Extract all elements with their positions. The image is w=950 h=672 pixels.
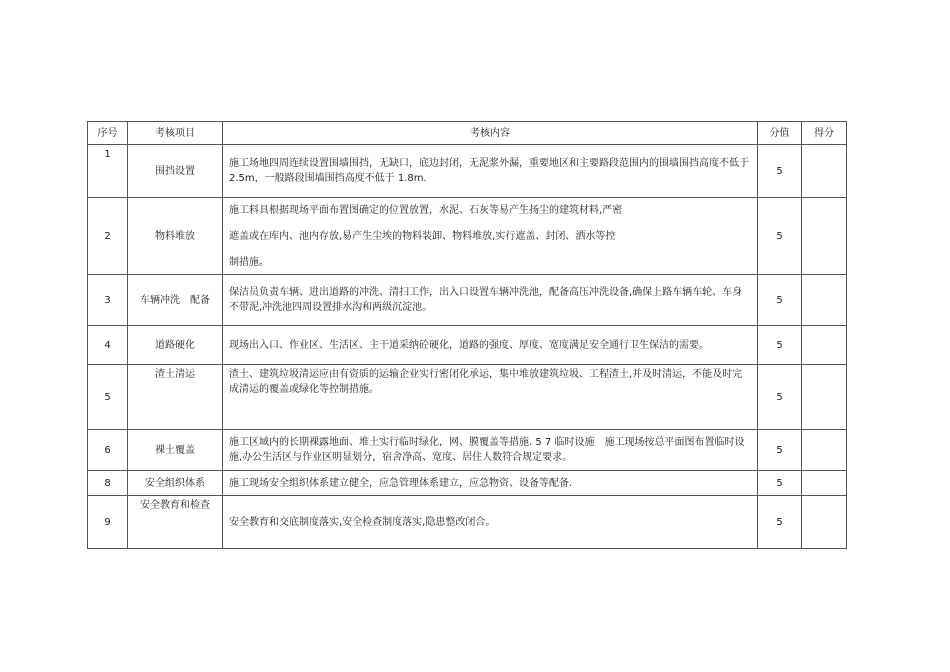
row-item: 渣土清运	[128, 365, 223, 430]
table-row	[88, 198, 847, 275]
content-paragraph: 保洁员负责车辆、进出道路的冲洗、清扫工作，出入口设置车辆冲洗池，配备高压冲洗设备,确保上路车辆车轮、车身不带泥,冲洗池四周设置排水沟和两级沉淀池。	[229, 287, 743, 313]
row-got	[802, 365, 847, 430]
row-got	[802, 471, 847, 496]
row-score: 5	[758, 198, 802, 275]
row-score: 5	[758, 326, 802, 365]
row-number: 1	[88, 145, 128, 198]
row-content	[223, 326, 758, 365]
row-item: 车辆冲洗 配备	[128, 275, 223, 326]
row-score: 5	[758, 365, 802, 430]
table-row	[88, 275, 847, 326]
row-got	[802, 275, 847, 326]
row-score: 5	[758, 275, 802, 326]
header-no: 序号	[88, 122, 128, 145]
row-item: 物料堆放	[128, 198, 223, 275]
content-paragraph: 现场出入口、作业区、生活区、主干道采纳砼硬化，道路的强度、厚度、宽度满足安全通行卫生保洁的需要。	[229, 339, 709, 351]
row-score: 5	[758, 430, 802, 471]
row-content	[223, 430, 758, 471]
row-number: 2	[88, 198, 128, 275]
row-item: 安全组织体系	[128, 471, 223, 496]
content-paragraph: 施工现场安全组织体系建立健全，应急管理体系建立，应急物资、设备等配备.	[229, 477, 573, 489]
assessment-table	[87, 121, 847, 549]
row-number: 9	[88, 496, 128, 549]
content-paragraph: 渣土、建筑垃圾清运应由有资质的运输企业实行密闭化承运，集中堆放建筑垃圾、工程渣土,并及时清运，不能及时完成清运的覆盖或绿化等控制措施。	[229, 369, 743, 395]
table-row	[88, 326, 847, 365]
row-item: 围挡设置	[128, 145, 223, 198]
row-got	[802, 326, 847, 365]
row-score: 5	[758, 145, 802, 198]
row-score: 5	[758, 471, 802, 496]
row-content	[223, 471, 758, 496]
header-score: 分值	[758, 122, 802, 145]
row-got	[802, 145, 847, 198]
row-got	[802, 430, 847, 471]
row-got	[802, 496, 847, 549]
row-item: 道路硬化	[128, 326, 223, 365]
content-paragraph: 制措施。	[229, 256, 269, 268]
row-number: 6	[88, 430, 128, 471]
row-item: 安全教育和检查	[128, 496, 223, 549]
table-row	[88, 145, 847, 198]
row-got	[802, 198, 847, 275]
content-paragraph: 遮盖或在库内、池内存放,易产生尘埃的物料装卸、物料堆放,实行遮盖、封闭、洒水等控	[229, 230, 616, 242]
row-content	[223, 496, 758, 549]
row-item: 裸土覆盖	[128, 430, 223, 471]
row-number: 8	[88, 471, 128, 496]
row-number: 5	[88, 365, 128, 430]
row-number: 4	[88, 326, 128, 365]
table-header-row	[88, 122, 847, 145]
content-paragraph: 施工区域内的长期裸露地面、堆土实行临时绿化，网、膜覆盖等措施. 5 7 临时设施 施工现场按总平面图布置临时设施,办公生活区与作业区明显划分，宿舍净高、宽度、居住人数符合规定要求。	[229, 437, 745, 463]
row-content	[223, 365, 758, 430]
row-content	[223, 145, 758, 198]
table-row	[88, 365, 847, 430]
header-item: 考核项目	[128, 122, 223, 145]
header-content: 考核内容	[223, 122, 758, 145]
table-row	[88, 496, 847, 549]
header-got: 得分	[802, 122, 847, 145]
table-row	[88, 430, 847, 471]
row-score: 5	[758, 496, 802, 549]
content-paragraph: 安全教育和交底制度落实,安全检查制度落实,隐患整改闭合。	[229, 516, 496, 528]
content-paragraph: 施工料具根据现场平面布置图确定的位置放置，水泥、石灰等易产生扬尘的建筑材料,严密	[229, 204, 623, 216]
content-paragraph: 施工场地四周连续设置围墙围挡，无缺口，底边封闭，无泥浆外漏，重要地区和主要路段范围内的围墙围挡高度不低于 2.5m，一般路段围墙围挡高度不低于 1.8m.	[229, 158, 749, 184]
row-number: 3	[88, 275, 128, 326]
row-content	[223, 275, 758, 326]
row-content	[223, 198, 758, 275]
table-row	[88, 471, 847, 496]
